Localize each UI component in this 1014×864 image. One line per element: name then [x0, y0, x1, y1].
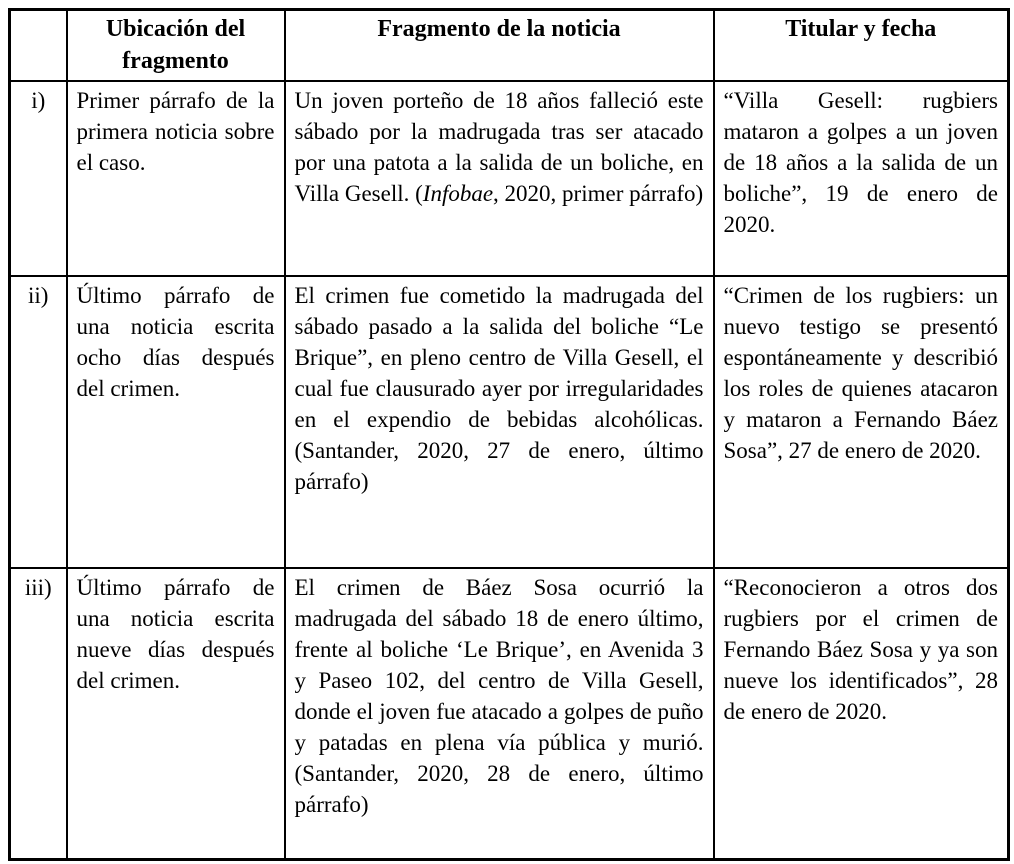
- fragmento-cell-ii: El crimen fue cometido la madrugada del sábado pasado a la salida del boliche “Le Brique”, en pleno centro de Villa Gesell, el cual fue clausurado ayer por irregularidades en el expendio de bebidas alcohólicas. (Santander, 2020, 27 de enero, último párrafo): [285, 276, 714, 568]
- table-row-iii: [10, 568, 1009, 859]
- titular-cell-iii: “Reconocieron a otros dos rugbiers por el crimen de Fernando Báez Sosa y ya son nueve los identificados”, 28 de enero de 2020.: [714, 568, 1009, 859]
- fragmento-cell-i: Un joven porteño de 18 años falleció este sábado por la madrugada tras ser atacado por una patota a la salida de un boliche, en Villa Gesell. (Infobae, 2020, primer párrafo): [285, 81, 714, 276]
- row-label-i: i): [10, 81, 67, 276]
- news-fragments-table: [8, 8, 1010, 861]
- header-empty: [10, 10, 67, 82]
- table-row-i: [10, 81, 1009, 276]
- ubicacion-cell-ii: Último párrafo de una noticia escrita ocho días después del crimen.: [67, 276, 285, 568]
- titular-cell-ii: “Crimen de los rugbiers: un nuevo testigo se presentó espontáneamente y describió los roles de quienes atacaron y mataron a Fernando Báez Sosa”, 27 de enero de 2020.: [714, 276, 1009, 568]
- table-row-ii: [10, 276, 1009, 568]
- fragmento-cell-iii: El crimen de Báez Sosa ocurrió la madrugada del sábado 18 de enero último, frente al boliche ‘Le Brique’, en Avenida 3 y Paseo 102, del centro de Villa Gesell, donde el joven fue atacado a golpes de puño y patadas en plena vía pública y murió. (Santander, 2020, 28 de enero, último párrafo): [285, 568, 714, 859]
- ubicacion-cell-i: Primer párrafo de la primera noticia sobre el caso.: [67, 81, 285, 276]
- row-label-ii: ii): [10, 276, 67, 568]
- header-row: [10, 10, 1009, 82]
- header-fragmento: Fragmento de la noticia: [285, 10, 714, 82]
- header-titular: Titular y fecha: [714, 10, 1009, 82]
- header-ubicacion: Ubicación del fragmento: [67, 10, 285, 82]
- row-label-iii: iii): [10, 568, 67, 859]
- ubicacion-cell-iii: Último párrafo de una noticia escrita nueve días después del crimen.: [67, 568, 285, 859]
- titular-cell-i: “Villa Gesell: rugbiers mataron a golpes a un joven de 18 años a la salida de un boliche”, 19 de enero de 2020.: [714, 81, 1009, 276]
